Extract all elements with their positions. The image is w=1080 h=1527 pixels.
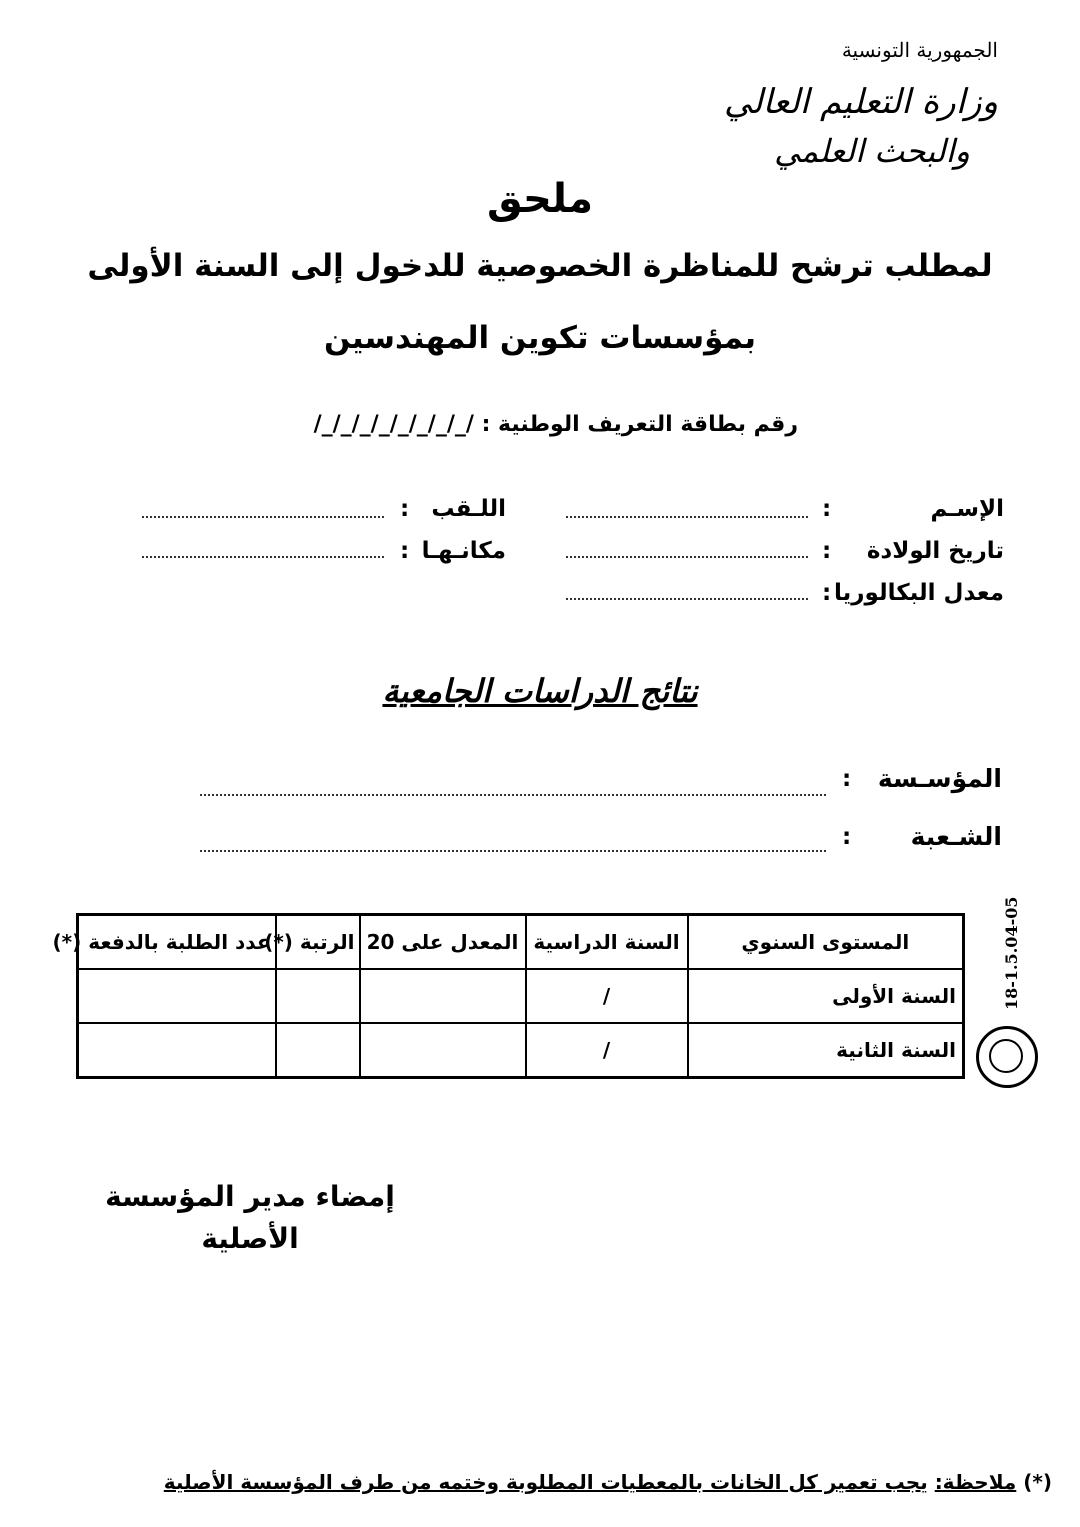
bac-average-colon: : [822, 580, 832, 606]
national-id-label: رقم بطاقة التعريف الوطنية : [481, 412, 798, 437]
last-name-label: اللـقب [431, 496, 506, 522]
note-marker: (*) [1023, 1470, 1052, 1494]
form-code: 18-1.5.04-05 [1002, 896, 1021, 1010]
bac-average-label: معدل البكالوريا [834, 580, 1004, 606]
ministry-name-line1: وزارة التعليم العالي [723, 82, 998, 122]
results-table [52, 913, 965, 1079]
note-text: يجب تعمير كل الخانات بالمعطيات المطلوبة وختمه من طرف المؤسسة الأصلية [163, 1470, 928, 1494]
row-study-year[interactable]: / [526, 969, 688, 1023]
table-row [78, 969, 964, 1023]
header-student-count: عدد الطلبة بالدفعة (*) [78, 915, 276, 970]
director-signature-label [100, 1176, 400, 1260]
bac-average-field[interactable] [566, 598, 808, 600]
national-id-slots[interactable]: /_/_/_/_/_/_/_/_/ [313, 412, 474, 437]
institution-field[interactable] [200, 794, 826, 796]
table-row [78, 1023, 964, 1078]
signature-line2: الأصلية [201, 1222, 299, 1255]
row-average[interactable] [360, 969, 526, 1023]
branch-label: الشـعبة [910, 822, 1002, 851]
header-average: المعدل على 20 [360, 915, 526, 970]
birth-date-field[interactable] [566, 556, 808, 558]
header-study-year: السنة الدراسية [526, 915, 688, 970]
branch-colon: : [842, 824, 852, 850]
annex-title: ملحق [487, 176, 593, 222]
row-student-count[interactable] [78, 969, 276, 1023]
first-name-field[interactable] [566, 516, 808, 518]
form-title-line1: لمطلب ترشح للمناظرة الخصوصية للدخول إلى السنة الأولى [87, 248, 993, 284]
university-results-title: نتائج الدراسات الجامعية [382, 672, 698, 710]
institution-label: المؤسـسة [877, 764, 1002, 793]
footer-note [164, 1470, 1052, 1494]
republic-name: الجمهورية التونسية [841, 38, 998, 62]
row-level: السنة الأولى [688, 969, 964, 1023]
first-name-label: الإسـم [930, 496, 1004, 522]
row-rank[interactable] [276, 1023, 360, 1078]
birth-place-colon: : [400, 538, 410, 564]
official-seal-icon [976, 1026, 1038, 1088]
row-student-count[interactable] [78, 1023, 276, 1078]
national-id-row [314, 412, 798, 437]
header-rank: الرتبة (*) [276, 915, 360, 970]
birth-date-colon: : [822, 538, 832, 564]
birth-place-label: مكانـهـا [421, 538, 506, 564]
last-name-colon: : [400, 496, 410, 522]
last-name-field[interactable] [142, 516, 384, 518]
row-study-year[interactable]: / [526, 1023, 688, 1078]
row-level: السنة الثانية [688, 1023, 964, 1078]
form-title-line2: بمؤسسات تكوين المهندسين [323, 320, 757, 356]
birth-place-field[interactable] [142, 556, 384, 558]
table-header-row [78, 915, 964, 970]
first-name-colon: : [822, 496, 832, 522]
signature-line1: إمضاء مدير المؤسسة [105, 1180, 395, 1213]
ministry-name-line2: والبحث العلمي [774, 132, 970, 170]
note-label: ملاحظة: [934, 1470, 1017, 1494]
birth-date-label: تاريخ الولادة [866, 538, 1004, 564]
institution-colon: : [842, 766, 852, 792]
row-average[interactable] [360, 1023, 526, 1078]
row-rank[interactable] [276, 969, 360, 1023]
branch-field[interactable] [200, 850, 826, 852]
header-level: المستوى السنوي [688, 915, 964, 970]
